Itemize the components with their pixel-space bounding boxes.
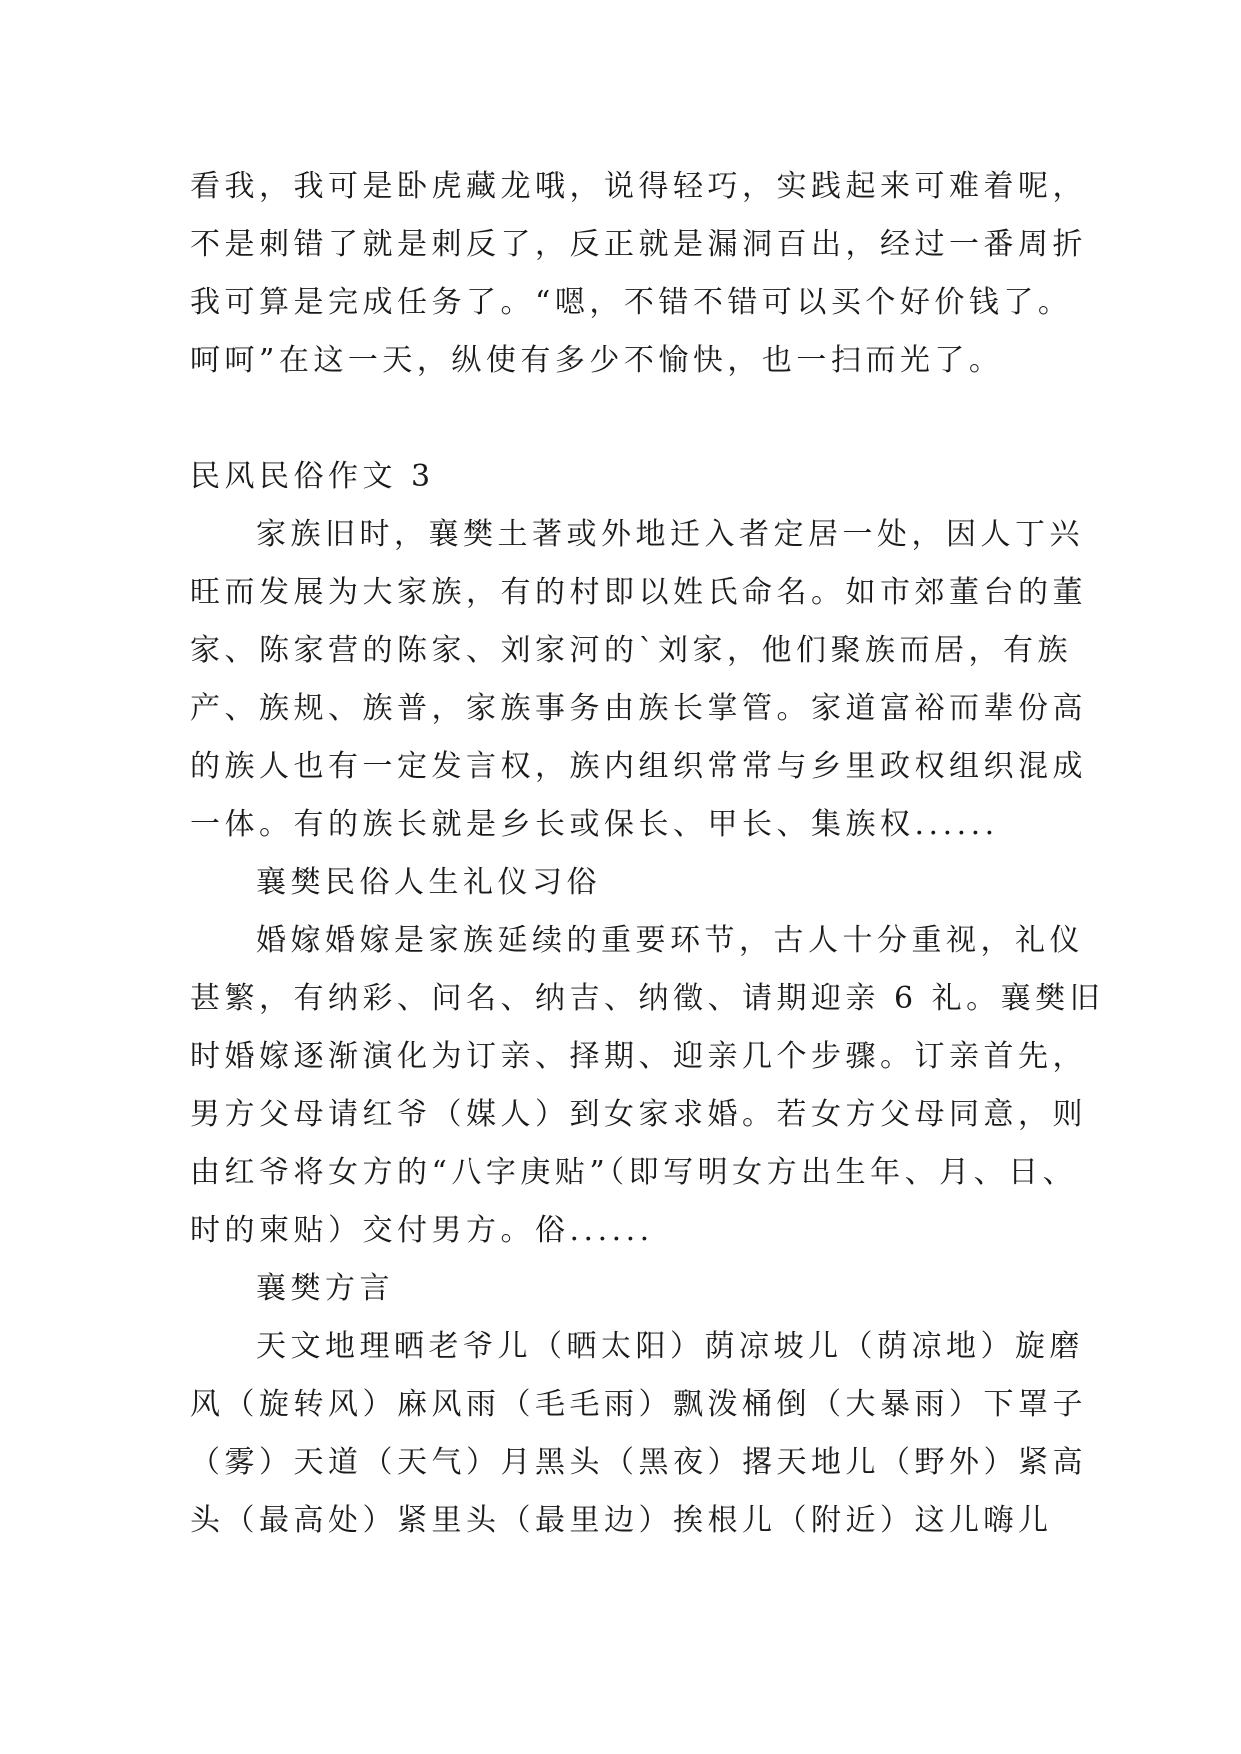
text-line: 一体。有的族长就是乡长或保长、甲长、集族权...... (190, 807, 999, 842)
paragraph-dialect (190, 1318, 1087, 1550)
section-heading: 民风民俗作文 3 (190, 459, 435, 494)
text-line: 家族旧时，襄樊土著或外地迁入者定居一处，因人丁兴 (256, 517, 1084, 552)
text-line: 甚繁，有纳彩、问名、纳吉、纳徵、请期迎亲 6 礼。襄樊旧 (190, 981, 1105, 1016)
text-line: 的族人也有一定发言权，族内组织常常与乡里政权组织混成 (190, 749, 1087, 784)
text-line: 呵呵”在这一天，纵使有多少不愉快，也一扫而光了。 (190, 343, 1004, 378)
text-line: 时婚嫁逐渐演化为订亲、择期、迎亲几个步骤。订亲首先， (190, 1039, 1087, 1074)
text-line: 婚嫁婚嫁是家族延续的重要环节，古人十分重视，礼仪 (256, 923, 1084, 958)
text-line: 男方父母请红爷（媒人）到女家求婚。若女方父母同意，则 (190, 1097, 1087, 1132)
paragraph-continuation (190, 158, 1087, 390)
subheading-dialect: 襄樊方言 (256, 1271, 394, 1306)
text-line: 头（最高处）紧里头（最里边）挨根儿（附近）这儿嗨儿 (190, 1503, 1053, 1538)
text-line: 由红爷将女方的“八字庚贴”（即写明女方出生年、月、日、 (190, 1155, 1078, 1190)
subheading-customs: 襄樊民俗人生礼仪习俗 (256, 865, 601, 900)
paragraph-family (190, 506, 1087, 854)
text-line: 风（旋转风）麻风雨（毛毛雨）飘泼桶倒（大暴雨）下罩子 (190, 1387, 1087, 1422)
text-line: 产、族规、族普，家族事务由族长掌管。家道富裕而辈份高 (190, 691, 1087, 726)
text-line: 我可算是完成任务了。“嗯，不错不错可以买个好价钱了。 (190, 285, 1073, 320)
paragraph-marriage (190, 912, 1105, 1260)
text-line: 旺而发展为大家族，有的村即以姓氏命名。如市郊董台的董 (190, 575, 1087, 610)
text-line: 看我，我可是卧虎藏龙哦，说得轻巧，实践起来可难着呢， (190, 169, 1087, 204)
text-line: 时的柬贴）交付男方。俗...... (190, 1213, 654, 1248)
text-line: 不是刺错了就是刺反了，反正就是漏洞百出，经过一番周折 (190, 227, 1087, 262)
text-line: 天文地理晒老爷儿（晒太阳）荫凉坡儿（荫凉地）旋磨 (256, 1329, 1084, 1364)
text-line: （雾）天道（天气）月黑头（黑夜）撂天地儿（野外）紧高 (190, 1445, 1087, 1480)
text-line: 家、陈家营的陈家、刘家河的`刘家，他们聚族而居，有族 (190, 633, 1072, 668)
document-body (190, 158, 1105, 1550)
